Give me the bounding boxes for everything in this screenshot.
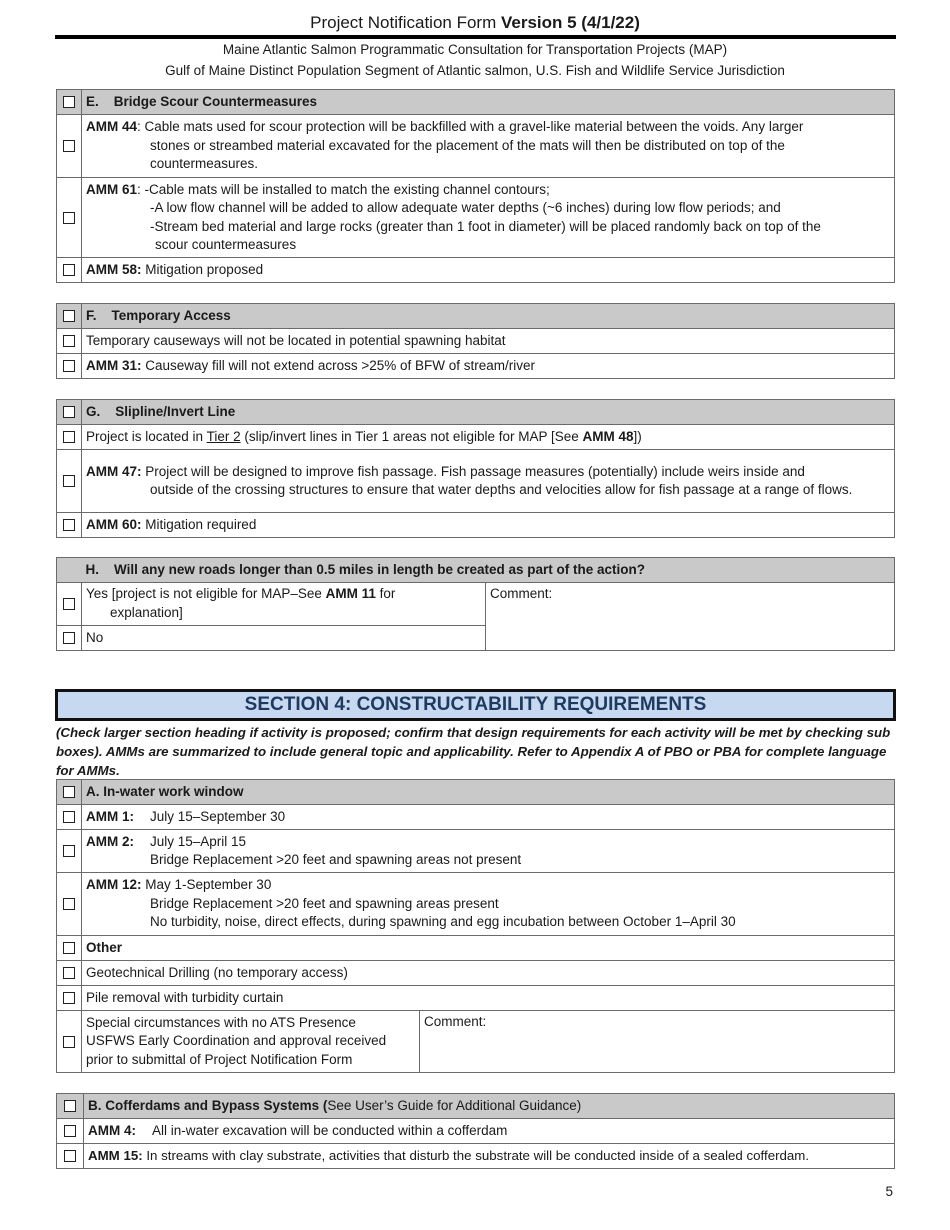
section-f-checkbox[interactable] — [63, 310, 75, 322]
amm1-text: AMM 1: July 15–September 30 — [82, 805, 895, 830]
section-h-heading: H. Will any new roads longer than 0.5 miles in length be created as part of the action? — [82, 558, 895, 583]
amm15-text: AMM 15: In streams with clay substrate, activities that disturb the substrate will be conducted inside of a sealed cofferdam. — [84, 1144, 895, 1169]
tier2-text: Project is located in Tier 2 (slip/invert lines in Tier 1 areas not eligible for MAP [See AMM 48]) — [82, 425, 895, 450]
amm44-text: AMM 44: Cable mats used for scour protection will be backfilled with a gravel-like material between the voids. Any larger stones or streambed material excavated for the placement of the mats will then be distributed on top of the countermeasures. — [82, 115, 895, 178]
header-rule — [55, 35, 896, 39]
new-roads-comment-field[interactable]: Comment: — [486, 583, 895, 651]
amm2-text: AMM 2: July 15–April 15 Bridge Replacement >20 feet and spawning areas not present — [82, 830, 895, 873]
section-b-heading: B. Cofferdams and Bypass Systems (See User’s Guide for Additional Guidance) — [84, 1094, 895, 1119]
causeway-habitat-checkbox[interactable] — [63, 335, 75, 347]
form-subtitle-1: Maine Atlantic Salmon Programmatic Consultation for Transportation Projects (MAP) — [222, 42, 728, 57]
section-e-checkbox[interactable] — [63, 96, 75, 108]
amm44-checkbox[interactable] — [63, 140, 75, 152]
amm4-text: AMM 4: All in-water excavation will be conducted within a cofferdam — [84, 1119, 895, 1144]
amm1-checkbox[interactable] — [63, 811, 75, 823]
other-checkbox[interactable] — [63, 942, 75, 954]
section-g-heading: G. Slipline/Invert Line — [82, 400, 895, 425]
new-roads-no-text: No — [82, 626, 486, 651]
special-comment-field[interactable]: Comment: — [420, 1011, 895, 1073]
causeway-habitat-text: Temporary causeways will not be located in potential spawning habitat — [82, 329, 895, 354]
pile-removal-text: Pile removal with turbidity curtain — [82, 986, 895, 1011]
form-title: Project Notification Form Version 5 (4/1/22) — [310, 13, 640, 32]
amm4-checkbox[interactable] — [64, 1125, 76, 1137]
section-b-checkbox[interactable] — [64, 1100, 76, 1112]
amm58-checkbox[interactable] — [63, 264, 75, 276]
new-roads-yes-checkbox[interactable] — [63, 598, 75, 610]
pile-removal-checkbox[interactable] — [63, 992, 75, 1004]
page-number: 5 — [885, 1184, 893, 1199]
amm60-checkbox[interactable] — [63, 519, 75, 531]
section-f-heading: F. Temporary Access — [82, 304, 895, 329]
amm12-checkbox[interactable] — [63, 898, 75, 910]
amm58-text: AMM 58: Mitigation proposed — [82, 258, 895, 283]
form-subtitle-2: Gulf of Maine Distinct Population Segment of Atlantic salmon, U.S. Fish and Wildlife Service Jurisdiction — [165, 63, 785, 78]
tier2-checkbox[interactable] — [63, 431, 75, 443]
new-roads-no-checkbox[interactable] — [63, 632, 75, 644]
section-h-table — [56, 557, 895, 651]
amm2-checkbox[interactable] — [63, 845, 75, 857]
special-circumstances-checkbox[interactable] — [63, 1036, 75, 1048]
section-a-checkbox[interactable] — [63, 786, 75, 798]
amm47-checkbox[interactable] — [63, 475, 75, 487]
section-4-instructions: (Check larger section heading if activity is proposed; confirm that design requirements for each activity will be met by checking sub boxes). AMMs are summarized to include general topic and applicability. Refer to Appendix A of PBO or PBA for complete language for AMMs. — [56, 725, 891, 778]
section-g-checkbox[interactable] — [63, 406, 75, 418]
new-roads-yes-text: Yes [project is not eligible for MAP–See AMM 11 for explanation] — [82, 583, 486, 626]
section-e-heading: E. Bridge Scour Countermeasures — [82, 90, 895, 115]
geotechnical-checkbox[interactable] — [63, 967, 75, 979]
geotechnical-text: Geotechnical Drilling (no temporary access) — [82, 961, 895, 986]
amm60-text: AMM 60: Mitigation required — [82, 513, 895, 538]
section-e-table — [56, 89, 895, 283]
section-a-table — [56, 779, 895, 1073]
section-f-table — [56, 303, 895, 379]
section-4-title: SECTION 4: CONSTRUCTABILITY REQUIREMENTS — [55, 689, 896, 721]
amm31-checkbox[interactable] — [63, 360, 75, 372]
other-heading: Other — [82, 936, 895, 961]
amm31-text: AMM 31: Causeway fill will not extend across >25% of BFW of stream/river — [82, 354, 895, 379]
section-a-heading: A. In-water work window — [82, 780, 895, 805]
amm61-text: AMM 61: -Cable mats will be installed to match the existing channel contours; -A low flow channel will be added to allow adequate water depths (~6 inches) during low flow periods; and -Stream bed material and large rocks (greater than 1 foot in diameter) will be placed randomly back on top of the scour countermeasures — [82, 178, 895, 258]
amm15-checkbox[interactable] — [64, 1150, 76, 1162]
special-circumstances-text: Special circumstances with no ATS Presence USFWS Early Coordination and approval received prior to submittal of Project Notification Form — [82, 1011, 420, 1073]
amm47-text: AMM 47: Project will be designed to improve fish passage. Fish passage measures (potentially) include weirs inside and outside of the crossing structures to ensure that water depths and velocities allow for fish passage at a range of flows. — [82, 450, 895, 513]
section-b-table — [56, 1093, 895, 1169]
amm12-text: AMM 12: May 1-September 30 Bridge Replacement >20 feet and spawning areas present No turbidity, noise, direct effects, during spawning and egg incubation between October 1–April 30 — [82, 873, 895, 936]
amm61-checkbox[interactable] — [63, 212, 75, 224]
section-g-table — [56, 399, 895, 538]
